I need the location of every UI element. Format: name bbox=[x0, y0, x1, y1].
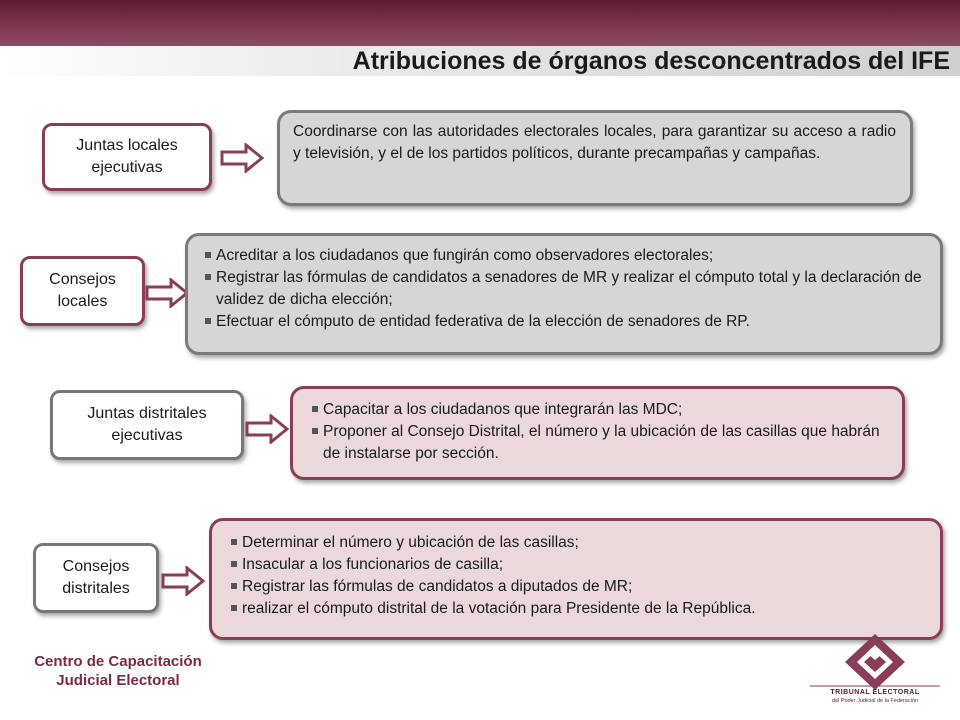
label-consejos-locales: Consejos locales bbox=[20, 256, 145, 326]
label-juntas-locales: Juntas locales ejecutivas bbox=[42, 123, 212, 191]
bullet-list bbox=[204, 245, 926, 333]
page-title: Atribuciones de órganos desconcentrados del IFE bbox=[352, 47, 950, 75]
top-band bbox=[0, 0, 960, 46]
arrow-right-icon bbox=[220, 143, 264, 173]
footer-line: Centro de Capacitación bbox=[34, 653, 202, 670]
bullet-list bbox=[230, 532, 926, 620]
list-item: Capacitar a los ciudadanos que integrarán las MDC; bbox=[311, 399, 888, 421]
logo-name: TRIBUNAL ELECTORAL bbox=[830, 689, 920, 696]
bullet-list bbox=[311, 399, 888, 465]
content-juntas-locales bbox=[277, 110, 913, 206]
content-text: Coordinarse con las autoridades electorales locales, para garantizar su acceso a radio y televisión, y el de los partidos políticos, durante precampañas y campañas. bbox=[293, 123, 896, 162]
label-consejos-distritales: Consejos distritales bbox=[33, 543, 159, 613]
logo-subtitle: del Poder Judicial de la Federación bbox=[832, 698, 918, 704]
list-item: Registrar las fórmulas de candidatos a senadores de MR y realizar el cómputo total y la declaración de validez de dicha elección; bbox=[204, 267, 926, 311]
content-consejos-distritales bbox=[209, 518, 943, 640]
list-item: Insacular a los funcionarios de casilla; bbox=[230, 554, 926, 576]
arrow-right-icon bbox=[245, 414, 289, 444]
list-item: Determinar el número y ubicación de las casillas; bbox=[230, 532, 926, 554]
list-item: Proponer al Consejo Distrital, el número y la ubicación de las casillas que habrán de instalarse por sección. bbox=[311, 421, 888, 465]
footer-line: Judicial Electoral bbox=[56, 672, 180, 689]
label-juntas-distritales: Juntas distritales ejecutivas bbox=[50, 390, 244, 460]
content-juntas-distritales bbox=[290, 386, 905, 480]
list-item: Registrar las fórmulas de candidatos a diputados de MR; bbox=[230, 576, 926, 598]
list-item: Acreditar a los ciudadanos que fungirán como observadores electorales; bbox=[204, 245, 926, 267]
list-item: realizar el cómputo distrital de la votación para Presidente de la República. bbox=[230, 598, 926, 620]
list-item: Efectuar el cómputo de entidad federativa de la elección de senadores de RP. bbox=[204, 311, 926, 333]
content-consejos-locales bbox=[185, 233, 943, 355]
arrow-right-icon bbox=[145, 278, 189, 308]
footer-org-name bbox=[18, 652, 218, 690]
arrow-right-icon bbox=[161, 566, 205, 596]
